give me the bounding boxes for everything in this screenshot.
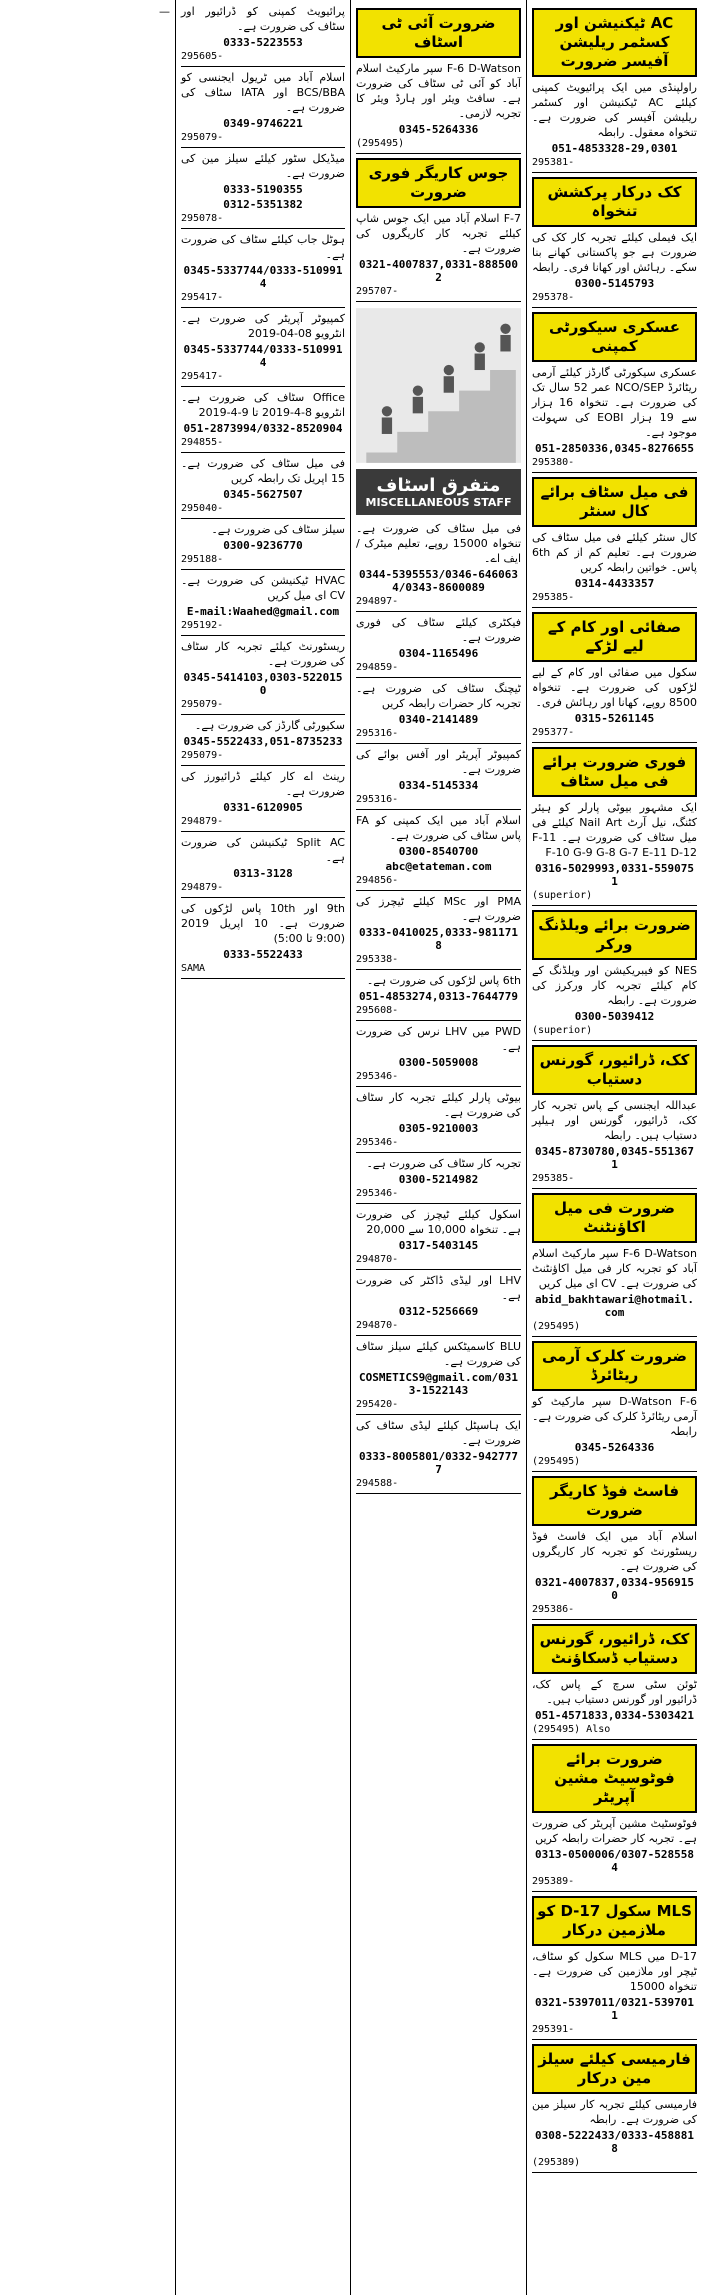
ad-item: [532, 747, 697, 906]
ad-contact: 0345-5414103,0303-5220150: [183, 671, 343, 697]
ad-heading: فاسٹ فوڈ کاریگر ضرورت: [532, 1476, 697, 1526]
ad-separator: [181, 66, 345, 67]
ad-body: 6th پاس لڑکوں کی ضرورت ہے۔: [366, 974, 521, 987]
ad-body: فیکٹری کیلئے سٹاف کی فوری ضرورت ہے۔: [356, 616, 521, 644]
ad-contact: 0345-5522433,051-8735233: [183, 735, 343, 748]
ad-code: 294859-: [356, 662, 399, 673]
ad-body: کال سنٹر کیلئے فی میل سٹاف کی ضرورت ہے۔ تعلیم کم از کم 6th پاس۔ خواتین رابطہ کریں: [532, 531, 697, 574]
ad-code: 295316-: [356, 728, 399, 739]
ad-code: 295707-: [356, 286, 399, 297]
ad-code: 295346-: [356, 1137, 399, 1148]
ad-separator: [532, 1188, 697, 1189]
ad-body: اسلام آباد میں ایک فاسٹ فوڈ ریسٹورنٹ کو تجربہ کار کاریگروں کی ضرورت ہے۔: [532, 1530, 697, 1573]
ad-item: [532, 177, 697, 308]
ad-heading: ضرورت کلرک آرمی ریٹائرڈ: [532, 1341, 697, 1391]
banner-english: MISCELLANEOUS STAFF: [365, 496, 512, 509]
ad-item: [181, 901, 345, 979]
ad-separator: [356, 1269, 521, 1270]
ad-contact: 0321-4007837,0334-9569150: [535, 1576, 694, 1602]
ad-heading: فوری ضرورت برائے فی میل سٹاف: [532, 747, 697, 797]
ad-separator: [532, 1471, 697, 1472]
ad-contact: 0333-0410025,0333-9811718: [359, 926, 518, 952]
ad-item: [356, 615, 521, 678]
ad-code: 295605-: [181, 51, 224, 62]
ad-body: F-7 اسلام آباد میں ایک جوس شاپ کیلئے تجربہ کار کاریگروں کی ضرورت ہے۔: [356, 212, 521, 255]
ad-body: 9th اور 10th پاس لڑکوں کی ضرورت ہے۔ 10 اپریل 2019 (9:00 تا 5:00): [181, 902, 346, 945]
ad-code: 295608-: [356, 1005, 399, 1016]
ad-separator: [181, 765, 345, 766]
ad-body: PMA اور MSc کیلئے ٹیچرز کی ضرورت ہے۔: [356, 895, 521, 923]
ad-separator: [532, 307, 697, 308]
ad-contact: 0313-0500006/0307-5285584: [535, 1848, 694, 1874]
ad-contact: 0305-9210003: [398, 1122, 479, 1135]
ad-body: فی میل سٹاف کی ضرورت ہے۔ تنخواہ 15000 روپے، تعلیم میٹرک / ایف اے۔: [356, 522, 521, 565]
ad-separator: [356, 890, 521, 891]
ad-code: 295377-: [532, 727, 575, 738]
ad-separator: [181, 518, 345, 519]
ad-code: 295385-: [532, 592, 575, 603]
ad-contact: 0333-5190355: [223, 183, 303, 196]
miscellaneous-staff-banner: [356, 469, 521, 515]
ad-item: [356, 521, 521, 612]
ad-separator: [181, 897, 345, 898]
ad-code: 295385-: [532, 1173, 575, 1184]
ad-separator: [356, 1335, 521, 1336]
ad-heading: عسکری سیکورٹی کمپنی: [532, 312, 697, 362]
ad-item: [181, 769, 345, 832]
ad-item: [181, 718, 345, 766]
ad-item: [356, 813, 521, 891]
ad-code: 295420-: [356, 1399, 399, 1410]
ad-body: میڈیکل سٹور کیلئے سیلز مین کی ضرورت ہے۔: [181, 152, 345, 180]
ad-contact: 0345-5337744/0333-5109914: [183, 343, 343, 369]
ad-separator: [181, 635, 345, 636]
ad-body: HVAC ٹیکنیشن کی ضرورت ہے۔ CV ای میل کریں: [181, 574, 345, 602]
ad-heading: ضرورت فی میل اکاؤنٹنٹ: [532, 1193, 697, 1243]
ad-body: ایک فیملی کیلئے تجربہ کار کک کی ضرورت ہے جو پاکستانی کھانے بنا سکے۔ رہائش اور کھانا فری۔ رابطہ: [532, 231, 697, 274]
ad-heading: ضرورت برائے فوٹوسیٹ مشین آپریٹر: [532, 1744, 697, 1813]
ad-contact: 0300-5059008: [398, 1056, 479, 1069]
ad-contact: 0345-5627507: [223, 488, 303, 501]
ad-contact: 0315-5261145: [574, 712, 655, 725]
ad-contact: 051-4571833,0334-5303421: [535, 1709, 694, 1722]
ad-item: [532, 1193, 697, 1337]
ad-item: [532, 8, 697, 173]
ad-code: 295389-: [532, 1876, 575, 1887]
workers-illustration: [356, 308, 521, 463]
ad-contact: 0345-5264336: [574, 1441, 655, 1454]
ad-item: [532, 1896, 697, 2040]
ad-contact: 051-4853274,0313-7644779: [359, 990, 518, 1003]
ad-body: راولپنڈی میں ایک پرائیویٹ کمپنی کیلئے AC ٹیکنیشن اور کسٹمر ریلیشن آفیسر کی ضرورت ہے۔ تنخواہ معقول۔ رابطہ: [532, 81, 697, 139]
ad-separator: [181, 714, 345, 715]
ad-body: کمپیوٹر آپریٹر کی ضرورت ہے۔ انٹرویو 08-04-2019: [181, 312, 345, 340]
ad-code: 295188-: [181, 554, 224, 565]
ad-contact: 0349-9746221: [223, 117, 303, 130]
ad-item: [356, 1090, 521, 1153]
ad-body: سیلز سٹاف کی ضرورت ہے۔: [211, 523, 345, 536]
ad-contact: 0313-3128: [233, 867, 293, 880]
ad-item: [532, 1476, 697, 1620]
ad-code: 295079-: [181, 750, 224, 761]
ad-item: [532, 612, 697, 743]
ad-body: LHV اور لیڈی ڈاکٹر کی ضرورت ہے۔: [356, 1274, 521, 1302]
ad-contact: 0345-8730780,0345-5513671: [535, 1145, 694, 1171]
ad-body: اسکول کیلئے ٹیچرز کی ضرورت ہے۔ تنخواہ 10,000 سے 20,000: [356, 1208, 521, 1236]
ad-separator: [356, 809, 521, 810]
ad-item: [181, 522, 345, 570]
ad-contact: 051-4853328-29,0301: [551, 142, 678, 155]
ad-item: [356, 894, 521, 970]
ad-code: 295381-: [532, 157, 575, 168]
ad-contact: 0317-5403145: [398, 1239, 479, 1252]
ad-code: (295495): [532, 1321, 581, 1332]
ad-body: ٹوئن سٹی سرچ کے پاس کک، ڈرائیور اور گورنس دستیاب ہیں۔: [532, 1678, 697, 1706]
ad-contact: 0321-5397011/0321-5397011: [535, 1996, 694, 2022]
ad-separator: [181, 978, 345, 979]
ad-item: [181, 70, 345, 148]
ad-code: 295346-: [356, 1071, 399, 1082]
ad-item: [356, 747, 521, 810]
ad-item: [532, 1624, 697, 1740]
ad-code: (295495): [532, 1456, 581, 1467]
ad-body: Office سٹاف کی ضرورت ہے۔ انٹرویو 8-4-2019 تا 9-4-2019: [181, 391, 345, 419]
ad-item: [532, 910, 697, 1041]
ad-code: 295380-: [532, 457, 575, 468]
ad-code: 295316-: [356, 794, 399, 805]
banner-urdu: متفرق اسٹاف: [376, 475, 501, 496]
ad-item: [356, 1207, 521, 1270]
staircase-figures-image: [356, 308, 521, 463]
ad-heading: کک، ڈرائیور، گورنس دستیاب: [532, 1045, 697, 1095]
ad-separator: [356, 743, 521, 744]
ad-code: 294879-: [181, 882, 224, 893]
ad-separator: [356, 1020, 521, 1021]
ad-heading: AC ٹیکنیشن اور کسٹمر ریلیشن آفیسر ضرورت: [532, 8, 697, 77]
ad-separator: [181, 228, 345, 229]
ad-body: فوٹوسٹیٹ مشین آپریٹر کی ضرورت ہے۔ تجربہ کار حضرات رابطہ کریں: [532, 1817, 697, 1845]
ad-contact: 0333-5522433: [223, 948, 303, 961]
ad-contact: 0316-5029993,0331-5590751: [535, 862, 694, 888]
ad-contact: 0340-2141489: [398, 713, 479, 726]
ad-item: [181, 311, 345, 387]
ad-separator: [356, 153, 521, 154]
ad-code: (295389): [532, 2157, 581, 2168]
ad-contact: 0312-5256669: [398, 1305, 479, 1318]
ad-body: فارمیسی کیلئے تجربہ کار سیلز مین کی ضرورت ہے۔ رابطہ: [532, 2098, 697, 2126]
ad-body: اسلام آباد میں ایک کمپنی کو FA پاس سٹاف کی ضرورت ہے۔: [356, 814, 521, 842]
ad-body: سکول میں صفائی اور کام کے لیے لڑکوں کی ضرورت ہے۔ تنخواہ 8500 روپے، کھانا اور رہائش فری۔: [532, 666, 697, 709]
ad-code: 294879-: [181, 816, 224, 827]
ad-item: [356, 1156, 521, 1204]
ad-separator: [181, 147, 345, 148]
ad-item: [181, 456, 345, 519]
ad-contact: E-mail:Waahed@gmail.com: [186, 605, 340, 618]
ad-body: D-17 میں MLS سکول کو سٹاف، ٹیچر اور ملازمین کی ضرورت ہے۔ تنخواہ 15000: [532, 1950, 697, 1993]
ad-separator: [181, 569, 345, 570]
ad-separator: [356, 1414, 521, 1415]
ad-code: 295391-: [532, 2024, 575, 2035]
ad-separator: [532, 2039, 697, 2040]
ad-contact: 051-2873994/0332-8520904: [183, 422, 343, 435]
ad-body: F-6 D-Watson سپر مارکیٹ اسلام آباد کو آئی ٹی سٹاف کی ضرورت ہے۔ سافٹ ویئر اور ہارڈ ویئر کا تجربہ لازمی۔: [356, 62, 521, 120]
ad-item: [181, 232, 345, 308]
ad-contact: 0345-5337744/0333-5109914: [183, 264, 343, 290]
ad-item: [181, 573, 345, 636]
ad-code: 295079-: [181, 699, 224, 710]
ad-code: 294588-: [356, 1478, 399, 1489]
ad-contact: 0300-9236770: [223, 539, 303, 552]
column-2: [350, 0, 526, 2295]
ad-code: (superior): [532, 890, 593, 901]
column-3: [175, 0, 350, 2295]
ad-contact: abid_bakhtawari@hotmail.com: [535, 1293, 694, 1319]
ad-separator: [356, 1086, 521, 1087]
ad-contact: 0331-6120905: [223, 801, 303, 814]
ad-item: [356, 1339, 521, 1415]
ad-heading: فارمیسی کیلئے سیلز مین درکار: [532, 2044, 697, 2094]
ad-body: عبداللہ ایجنسی کے پاس تجربہ کار کک، ڈرائیور، گورنس اور ہیلپر دستیاب ہیں۔ رابطہ: [532, 1099, 697, 1142]
ad-contact: 0333-5223553: [223, 36, 303, 49]
ad-item: [356, 973, 521, 1021]
ad-body: ایک مشہور بیوٹی پارلر کو ہیئر کٹنگ، نیل آرٹ Nail Art کیلئے فی میل سٹاف کی ضرورت ہے۔ F-11 F-10 G-9 G-8 G-7 E-11 D-12: [532, 801, 697, 859]
column-4: [0, 0, 175, 2295]
ad-body: اسلام آباد میں ٹریول ایجنسی کو BCS/BBA اور IATA سٹاف کی ضرورت ہے۔: [181, 71, 345, 114]
ad-contact: 0300-5039412: [574, 1010, 655, 1023]
ad-separator: [532, 905, 697, 906]
ad-body: بیوٹی پارلر کیلئے تجربہ کار سٹاف کی ضرورت ہے۔: [356, 1091, 521, 1119]
ad-body: ریسٹورنٹ کیلئے تجربہ کار سٹاف کی ضرورت ہے۔: [181, 640, 345, 668]
ad-body: تجربہ کار سٹاف کی ضرورت ہے۔: [366, 1157, 521, 1170]
ad-item: [532, 1045, 697, 1189]
ad-body: PWD میں LHV نرس کی ضرورت ہے۔: [356, 1025, 522, 1053]
ad-separator: [532, 1739, 697, 1740]
ad-separator: [356, 969, 521, 970]
ad-body: سکیورٹی گارڈز کی ضرورت ہے۔: [194, 719, 345, 732]
ad-code: 295192-: [181, 620, 224, 631]
ad-separator: [532, 1891, 697, 1892]
ad-contact: COSMETICS9@gmail.com/0313-1522143: [359, 1371, 518, 1397]
ad-code: (295495) Also: [532, 1724, 611, 1735]
ad-separator: [356, 677, 521, 678]
ad-contact: 0345-5264336: [398, 123, 479, 136]
ad-body: کمپیوٹر آپریٹر اور آفس بوائے کی ضرورت ہے۔: [356, 748, 521, 776]
ad-separator: [532, 742, 697, 743]
ad-item: [356, 158, 521, 302]
ad-separator: [356, 1152, 521, 1153]
ad-code: 295386-: [532, 1604, 575, 1615]
ad-separator: [181, 386, 345, 387]
ad-contact: 051-2850336,0345-8276655: [535, 442, 694, 455]
ad-contact: 0300-5145793: [574, 277, 655, 290]
ad-body: Split AC ٹیکنیشن کی ضرورت ہے۔: [181, 836, 345, 864]
ad-body: F-6 D-Watson سپر مارکیٹ اسلام آباد کو تجربہ کار فی میل اکاؤنٹنٹ کی ضرورت ہے۔ CV ای میل کریں: [532, 1247, 697, 1290]
ad-heading: MLS سکول D-17 کو ملازمین درکار: [532, 1896, 697, 1946]
ad-code: SAMA: [181, 963, 206, 974]
ad-contact: 0321-4007837,0331-8885002: [359, 258, 518, 284]
ad-item: [356, 1418, 521, 1494]
ad-item: [356, 681, 521, 744]
ad-code: 295079-: [181, 132, 224, 143]
ad-contact: 0334-5145334: [398, 779, 479, 792]
ad-code: 294870-: [356, 1254, 399, 1265]
ad-separator: [532, 1040, 697, 1041]
ad-body: رینٹ اے کار کیلئے ڈرائیورز کی ضرورت ہے۔: [181, 770, 345, 798]
ad-body: D-Watson F-6 سپر مارکیٹ کو آرمی ریٹائرڈ کلرک کی ضرورت ہے۔ رابطہ: [532, 1395, 697, 1438]
ad-body: NES کو فیبریکیشن اور ویلڈنگ کے کام کیلئے تجربہ کار ورکرز کی ضرورت ہے۔ رابطہ: [532, 964, 697, 1007]
ad-contact: 0304-1165496: [398, 647, 479, 660]
ad-item: [356, 8, 521, 154]
ad-separator: [181, 452, 345, 453]
ad-contact: 0308-5222433/0333-4588818: [535, 2129, 694, 2155]
ad-body: ہوٹل جاب کیلئے سٹاف کی ضرورت ہے۔: [181, 233, 345, 261]
ad-heading: ضرورت برائے ویلڈنگ ورکر: [532, 910, 697, 960]
ad-contact: 0300-5214982: [398, 1173, 479, 1186]
ad-heading: کک، ڈرائیور، گورنس دستیاب ڈسکاؤنٹ: [532, 1624, 697, 1674]
ad-item: [532, 1341, 697, 1472]
ad-separator: [356, 301, 521, 302]
ad-code: 295338-: [356, 954, 399, 965]
ad-separator: [532, 1619, 697, 1620]
ad-contact: abc@etateman.com: [385, 860, 492, 873]
ad-item: [532, 1744, 697, 1892]
ad-separator: [532, 1336, 697, 1337]
ad-heading: صفائی اور کام کے لیے لڑکے: [532, 612, 697, 662]
ad-item: [356, 1024, 521, 1087]
ad-item: [181, 390, 345, 453]
ad-code: 294870-: [356, 1320, 399, 1331]
ad-contact: 0333-8005801/0332-9427777: [359, 1450, 518, 1476]
ad-contact: 0314-4433357: [574, 577, 655, 590]
ad-heading: جوس کاریگر فوری ضرورت: [356, 158, 521, 208]
ad-item: [181, 151, 345, 229]
ad-separator: [532, 607, 697, 608]
ad-code: 295040-: [181, 503, 224, 514]
ad-code: 295378-: [532, 292, 575, 303]
ad-separator: [532, 472, 697, 473]
ad-heading: ضرورت آئی ٹی اسٹاف: [356, 8, 521, 58]
ad-separator: [532, 2172, 697, 2173]
ad-code: 294855-: [181, 437, 224, 448]
ad-item: [532, 477, 697, 608]
column-1: [526, 0, 702, 2295]
ad-separator: [356, 611, 521, 612]
continuation-text: —: [159, 5, 170, 18]
ad-body: ایک ہاسپٹل کیلئے لیڈی سٹاف کی ضرورت ہے۔: [356, 1419, 521, 1447]
ad-code: 295346-: [356, 1188, 399, 1199]
ad-body: پرائیویٹ کمپنی کو ڈرائیور اور سٹاف کی ضرورت ہے۔: [181, 5, 345, 33]
ad-contact: 0312-5351382: [223, 198, 303, 211]
ad-contact: 0300-8540700: [398, 845, 479, 858]
ad-body: فی میل سٹاف کی ضرورت ہے۔ 15 اپریل تک رابطہ کریں: [181, 457, 345, 485]
ad-code: 294897-: [356, 596, 399, 607]
ad-code: (superior): [532, 1025, 593, 1036]
ad-body: عسکری سیکورٹی گارڈز کیلئے آرمی ریٹائرڈ NCO/SEP عمر 52 سال تک کی ضرورت ہے۔ تنخواہ 16 ہزار سے 19 ہزار EOBI کی سہولت موجود ہے۔: [532, 366, 697, 439]
ad-separator: [181, 831, 345, 832]
ad-code: 295417-: [181, 371, 224, 382]
ad-code: 295417-: [181, 292, 224, 303]
ad-item: [356, 1273, 521, 1336]
ad-body: ٹیچنگ سٹاف کی ضرورت ہے۔ تجربہ کار حضرات رابطہ کریں: [356, 682, 521, 710]
ad-contact: 0344-5395553/0346-6460634/0343-8600089: [359, 568, 518, 594]
ad-code: 294856-: [356, 875, 399, 886]
ad-heading: فی میل سٹاف برائے کال سنٹر: [532, 477, 697, 527]
ad-item: [181, 835, 345, 898]
ad-item: [181, 639, 345, 715]
ad-code: (295495): [356, 138, 405, 149]
ad-heading: کک درکار پرکشش تنخواہ: [532, 177, 697, 227]
ad-separator: [356, 1493, 521, 1494]
ad-separator: [181, 307, 345, 308]
ad-body: BLU کاسمیٹکس کیلئے سیلز سٹاف کی ضرورت ہے۔: [356, 1340, 521, 1368]
ad-item: [532, 312, 697, 473]
ad-item: [532, 2044, 697, 2173]
ad-separator: [532, 172, 697, 173]
ad-code: 295078-: [181, 213, 224, 224]
ad-separator: [356, 1203, 521, 1204]
ad-item: [181, 4, 345, 67]
